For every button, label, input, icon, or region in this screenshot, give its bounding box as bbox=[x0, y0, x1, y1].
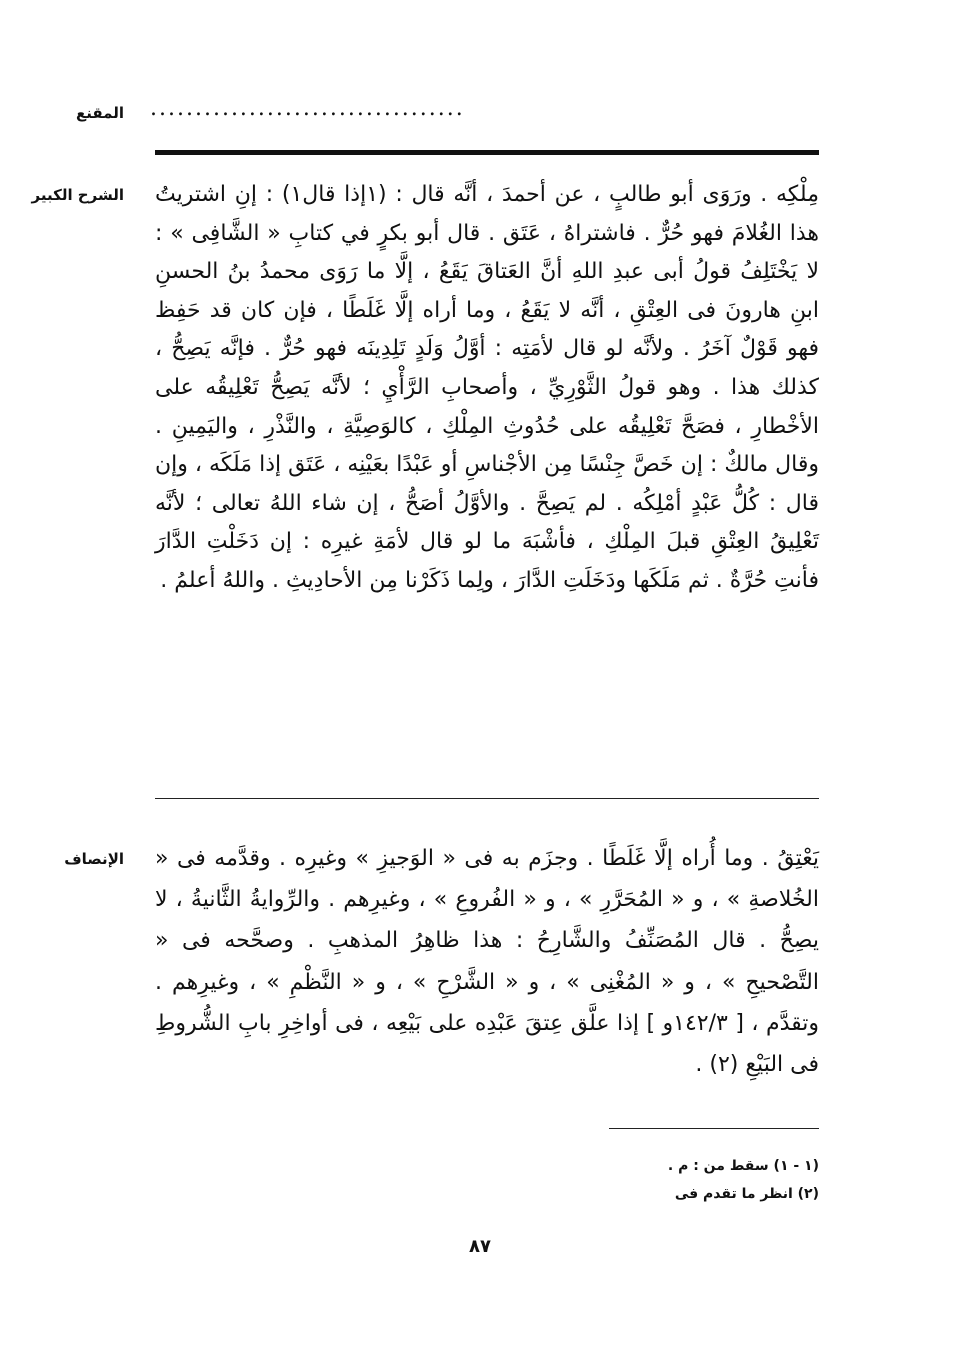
sharh-text: مِلْكِه . ورَوَى أبو طالبٍ ، عن أحمدَ ، أنَّه قال : (١إذا قال١) : إنِ اشتريتُ هذا الغُلامَ فهو حُرٌّ . فاشتراهُ ، عَتَق . قال أبو بكرٍ في كتابِ « الشَّافِى » : لا يَخْتَلِفُ قولُ أبى عبدِ اللهِ أنَّ العَتاقَ يَقَعُ ، إلَّا ما رَوَى محمدُ بنُ الحسنِ ابنِ هارونَ فى العِتْقِ ، أنَّه لا يَقَعُ ، وما أراه إلَّا غَلَطًا ، فإن كان قد حَفِظ فهو قَوْلٌ آخَرُ . ولأنَّه لو قال لأمَتِه : أوَّلُ وَلَدٍ تَلِدِينَه فهو حُرٌّ . فإنَّه يَصِحُّ ، كذلك هذا . وهو قولُ الثَّوْرِيِّ ، وأصحابِ الرَّأْيِ ؛ لأنَّه يَصِحُّ تَعْلِيقُه على الأخْطارِ ، فصَحَّ تَعْلِيقُه على حُدُوثِ المِلْكِ ، كالوَصِيَّةِ ، والنَّذْرِ ، واليَمِينِ . وقال مالكٌ : إن خَصَّ جِنْسًا مِن الأجْناسِ أو عَبْدًا بعَيْنِه ، عَتَق إذا مَلَكَه ، وإن قال : كُلُّ عَبْدٍ أمْلِكُه . لم يَصِحَّ . والأوَّلُ أصَحُّ ، إن شاء اللهُ تعالى ؛ لأنَّه تَعْلِيقُ العِتْقِ قبلَ المِلْكِ ، فأشْبَهَ ما لو قال لأمَةِ غيرِه : إن دَخَلْتِ الدَّارَ فأنتِ حُرَّةٌ . ثم مَلَكَها ودَخَلَتِ الدَّارَ ، ولِما ذَكَرْنا مِن الأحادِيثِ . واللهُ أعلمُ . bbox=[155, 182, 820, 593]
footnote-2: (٢) انظر ما تقدم فى bbox=[674, 1186, 819, 1202]
section-label-sharh: الشرح الكبير bbox=[31, 186, 124, 204]
book-title: المقنع bbox=[76, 104, 124, 122]
section-divider bbox=[155, 798, 819, 799]
footnote-1: (١ - ١) سقط من : م . bbox=[667, 1158, 819, 1174]
header-dot-leader: ................................... bbox=[150, 96, 465, 121]
footnote-rule bbox=[609, 1128, 819, 1129]
section-label-insaf: الإنصاف bbox=[64, 850, 124, 868]
header-rule bbox=[155, 150, 819, 155]
page-number: ٨٧ bbox=[469, 1236, 491, 1257]
insaf-text: يَعْتِقُ . وما أُراه إلَّا غَلَطًا . وجزَم به فى « الوَجيزِ » وغيرِه . وقدَّمه فى « الخُلاصةِ » ، و « المُحَرَّرِ » ، و « الفُروعِ » ، وغيرِهم . والرِّوايةُ الثَّانيةُ ، لا يصِحُّ . قال المُصَنِّفُ والشَّارِحُ : هذا ظاهِرُ المذهبِ . وصحَّحه فى « التَّصْحيحِ » ، و « المُغْنِى » ، و « الشَّرْحِ » ، و « النَّظْمِ » ، وغيرِهم . وتقدَّم ، [ ١٤٢/٣و ] إذا علَّق عِتقَ عَبْدِه على بَيْعِه ، فى أواخِرِ بابِ الشُّروطِ فى البَيْعِ (٢) . bbox=[155, 846, 819, 1078]
